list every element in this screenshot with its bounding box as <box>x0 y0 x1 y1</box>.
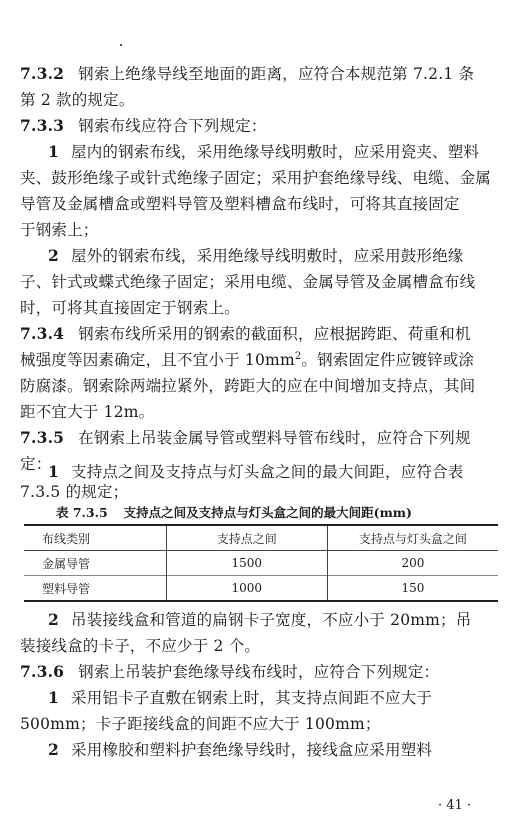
section-7-3-4-line-4 <box>20 402 500 422</box>
spacing-table <box>24 524 498 602</box>
section-7-3-3-item-1-line-3 <box>20 194 500 214</box>
section-7-3-6-item-2-line-1 <box>48 740 500 760</box>
item-number: 2 <box>48 246 59 265</box>
section-7-3-6-item-1-line-2 <box>20 714 500 734</box>
item-text: 导管及金属槽盒或塑料导管及塑料槽盒布线时，可将其直接固定 <box>20 195 460 213</box>
clause-text: 在钢索上吊装金属导管或塑料导管布线时，应符合下列规 <box>78 429 471 447</box>
item-number: 1 <box>48 142 59 161</box>
item-text: 装接线盒的卡子，不应少于 2 个。 <box>20 637 261 655</box>
item-text: 500mm；卡子距接线盒的间距不应大于 100mm； <box>20 715 381 733</box>
clause-text: 防腐漆。钢索除两端拉紧外，跨距大的应在中间增加支持点，其间 <box>20 377 476 395</box>
clause-text: 钢索上吊装护套绝缘导线布线时，应符合下列规定： <box>78 663 440 681</box>
item-text: 屋内的钢索布线，采用绝缘导线明敷时，应采用瓷夹、塑料 <box>71 143 480 161</box>
clause-number: 7.3.3 <box>20 116 65 135</box>
item-text: 采用橡胶和塑料护套绝缘导线时，接线盒应采用塑料 <box>71 741 433 759</box>
item-number: 1 <box>48 462 59 481</box>
clause-number: 7.3.4 <box>20 324 65 343</box>
item-text: 于钢索上； <box>20 221 99 239</box>
section-7-3-3-item-2-line-3 <box>20 298 500 318</box>
section-7-3-5-item-2-line-1 <box>48 610 500 630</box>
table-caption <box>56 503 496 521</box>
section-7-3-5-item-1-line-1b <box>48 462 500 482</box>
section-7-3-3-intro <box>20 116 500 136</box>
item-text: 屋外的钢索布线，采用绝缘导线明敷时，应采用鼓形绝缘 <box>71 247 464 265</box>
section-7-3-3-item-1-line-1 <box>48 142 500 162</box>
item-number: 2 <box>48 610 59 629</box>
table-header-cell: 支持点之间 <box>166 525 327 551</box>
clause-number: 7.3.2 <box>20 64 65 83</box>
item-text: 夹、鼓形绝缘子或针式绝缘子固定；采用护套绝缘导线、电缆、金属 <box>20 169 492 187</box>
clause-text: 距不宜大于 12m。 <box>20 403 155 421</box>
page-number: · 41 · <box>438 798 472 813</box>
item-text: 支持点之间及支持点与灯头盒之间的最大间距，应符合表 <box>71 463 464 481</box>
table-cell: 1000 <box>166 576 327 602</box>
section-7-3-3-item-1-line-2 <box>20 168 500 188</box>
clause-text: 械强度等因素确定，且不宜小于 10mm <box>20 351 295 369</box>
section-7-3-4-line-1 <box>20 324 500 344</box>
section-7-3-3-item-2-line-2 <box>20 272 500 292</box>
item-number: 1 <box>48 688 59 707</box>
table-header-cell: 布线类别 <box>24 525 166 551</box>
section-7-3-5-item-2-line-2 <box>20 636 500 656</box>
clause-text: 第 2 款的规定。 <box>20 91 135 109</box>
table-cell: 塑料导管 <box>24 576 166 602</box>
section-7-3-5-line-1 <box>20 428 500 448</box>
table-title: 支持点之间及支持点与灯头盒之间的最大间距(mm) <box>123 505 412 520</box>
table-row <box>24 576 498 602</box>
table-header-cell: 支持点与灯头盒之间 <box>327 525 498 551</box>
section-7-3-3-item-2-line-1 <box>48 246 500 266</box>
item-text: 子、针式或蝶式绝缘子固定；采用电缆、金属导管及金属槽盒布线 <box>20 273 476 291</box>
clause-text: 钢索上绝缘导线至地面的距离，应符合本规范第 7.2.1 条 <box>78 65 475 83</box>
item-text: 采用铝卡子直敷在钢索上时，其支持点间距不应大于 <box>71 689 433 707</box>
section-7-3-2-line-2 <box>20 90 500 110</box>
clause-text: 钢索布线应符合下列规定： <box>78 117 267 135</box>
section-7-3-5-item-1-line-2 <box>20 482 500 502</box>
table-cell: 200 <box>327 551 498 576</box>
clause-text: 。钢索固定件应镀锌或涂 <box>301 351 475 369</box>
item-text: 吊装接线盒和管道的扁钢卡子宽度，不应小于 20mm；吊 <box>71 611 472 629</box>
clause-number: 7.3.6 <box>20 662 65 681</box>
table-cell: 150 <box>327 576 498 602</box>
section-7-3-4-line-2 <box>20 350 500 370</box>
superscript: 2 <box>294 350 302 362</box>
section-7-3-2-line-1 <box>20 64 500 84</box>
clause-number: 7.3.5 <box>20 428 65 447</box>
item-text: 7.3.5 的规定； <box>20 483 129 501</box>
section-7-3-4-line-3 <box>20 376 500 396</box>
item-text: 时，可将其直接固定于钢索上。 <box>20 299 240 317</box>
table-cell: 1500 <box>166 551 327 576</box>
section-7-3-6-intro <box>20 662 500 682</box>
item-number: 2 <box>48 740 59 759</box>
scan-speck <box>120 44 122 46</box>
clause-text: 定： <box>20 455 52 473</box>
section-7-3-3-item-1-line-4 <box>20 220 500 240</box>
section-7-3-6-item-1-line-1 <box>48 688 500 708</box>
table-number: 表 7.3.5 <box>56 505 108 520</box>
table-row <box>24 551 498 576</box>
table-cell: 金属导管 <box>42 556 91 571</box>
table-header-row <box>24 525 498 551</box>
clause-text: 钢索布线所采用的钢索的截面积，应根据跨距、荷重和机 <box>78 325 471 343</box>
